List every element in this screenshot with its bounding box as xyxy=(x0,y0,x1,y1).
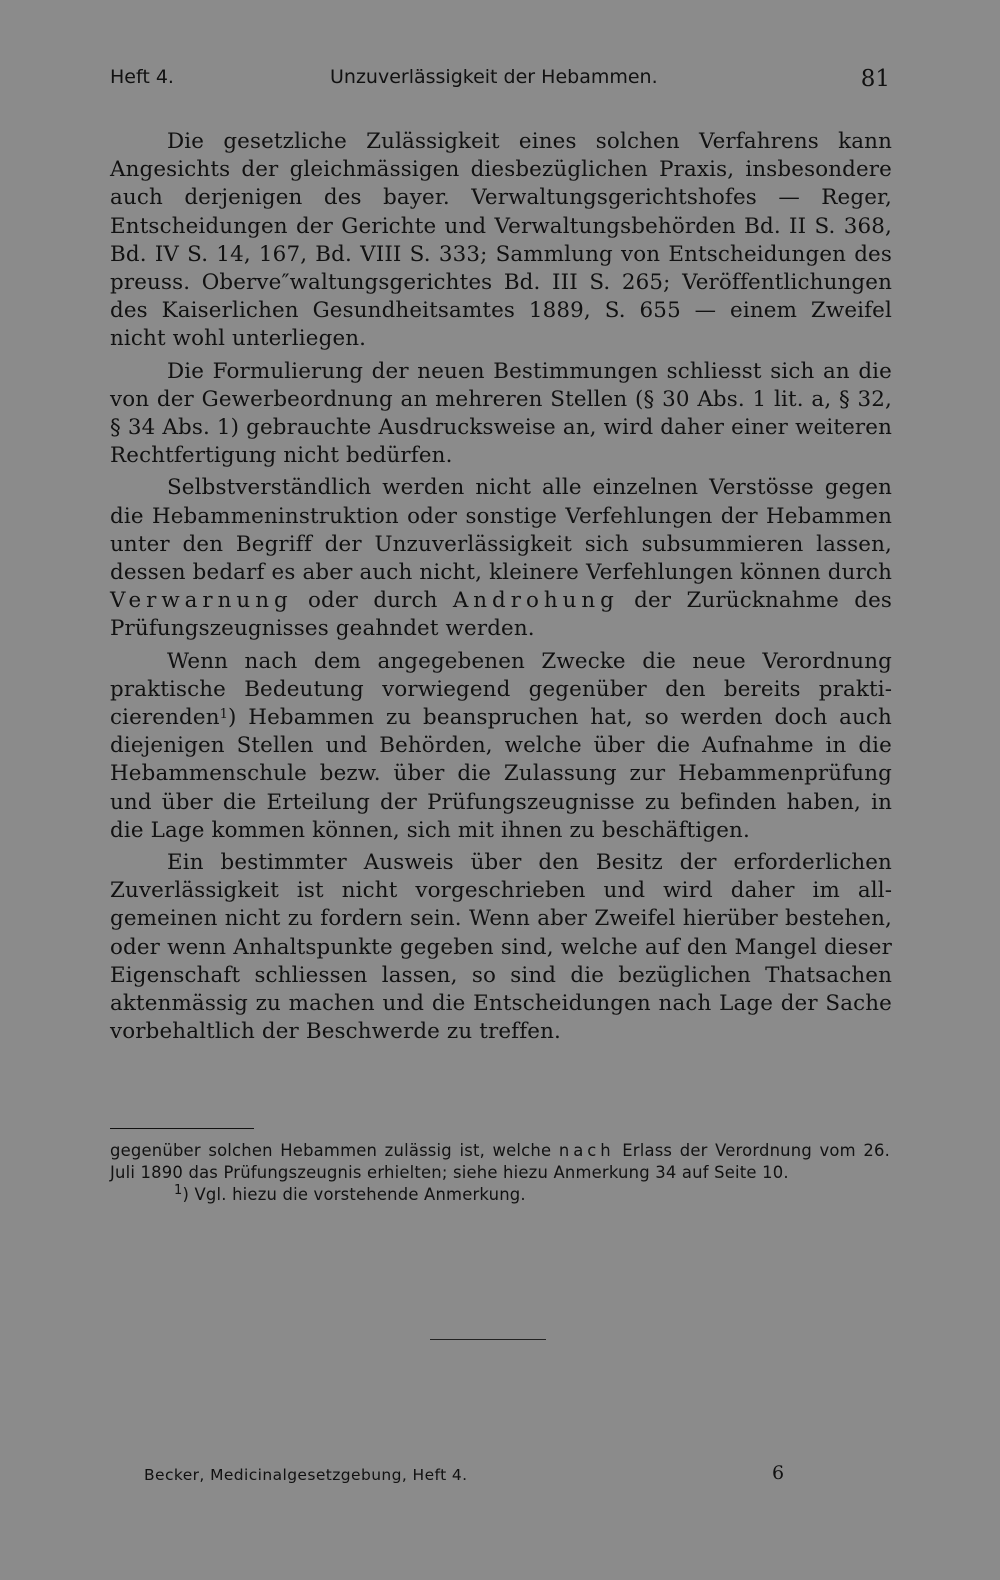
footnote-1-marker: 1 xyxy=(174,1183,183,1198)
header-issue: Heft 4. xyxy=(110,66,174,88)
footnote-1 xyxy=(110,1184,890,1206)
body-text xyxy=(110,128,892,1051)
footnote-1-text: ) Vgl. hiezu die vorstehende Anmerkung. xyxy=(182,1185,526,1204)
paragraph-4-text-b: ) Hebammen zu beanspruchen hat, so werden doch auch diejenigen Stellen und Behörden, welche über die Aufnahme in die Hebammenschule bezw. über die Zulassung zur Hebammenprüfung und über die Erteilung der Prüfungszeugnisse zu befinden haben, in die Lage kommen können, sich mit ihnen zu beschäftigen. xyxy=(110,705,892,843)
footnotes xyxy=(110,1140,890,1206)
footnote-divider xyxy=(110,1128,254,1129)
footnote-continuation-a: gegenüber solchen Hebammen zulässig ist, welche xyxy=(110,1141,559,1160)
section-end-rule xyxy=(430,1339,546,1340)
paragraph-2: Die Formulierung der neuen Bestimmungen schliesst sich an die von der Gewerbeordnung an mehreren Stellen (§ 30 Abs. 1 lit. a, § 32, § 34 Abs. 1) gebrauchte Ausdrucksweise an, wird daher einer weiteren Rechtfertigung nicht bedürfen. xyxy=(110,358,892,469)
paragraph-3-text-e: der Zurücknahme des Prüfungszeugnisses geahndet werden. xyxy=(110,588,893,642)
signature-title: Becker, Medicinalgesetzgebung, Heft 4. xyxy=(144,1466,468,1484)
paragraph-5: Ein bestimmter Ausweis über den Besitz der erforderlichen Zuverlässigkeit ist nicht vorgeschrieben und wird daher im allgemeinen nicht zu fordern sein. Wenn aber Zweifel hierüber bestehen, oder wenn Anhaltspunkte gegeben sind, welche auf den Mangel dieser Eigenschaft schliessen lassen, so sind die bezüglichen Thatsachen aktenmässig zu machen und die Entscheidungen nach Lage der Sache vorbehaltlich der Beschwerde zu treffen. xyxy=(110,850,892,1045)
paragraph-1: Die gesetzliche Zulässigkeit eines solchen Verfahrens kann Angesichts der gleichmässigen diesbezüglichen Praxis, insbesondere auch derjenigen des bayer. Verwaltungsgerichtshofes — Reger, Entscheidungen der Gerichte und Verwaltungsbehörden Bd. II S. 368, Bd. IV S. 14, 167, Bd. VIII S. 333; Sammlung von Entscheidungen des preuss. Oberve″waltungsgerichtes Bd. III S. 265; Veröffentlichungen des Kaiserlichen Gesundheitsamtes 1889, S. 655 — einem Zweifel nicht wohl unterliegen. xyxy=(110,129,892,352)
running-header xyxy=(110,62,890,98)
footnote-continuation-b: Erlass der Verordnung vom 26. Juli 1890 das Prüfungszeugnis erhielten; siehe hiezu Anmerkung 34 auf Seite 10. xyxy=(110,1141,891,1182)
paragraph-4-text-a: Wenn nach dem angegebenen Zwecke die neue Verordnung praktische Bedeutung vorwiegend gegenüber den bereits prakticierenden xyxy=(110,648,892,731)
paragraph-3-text-a: Selbstverständlich werden nicht alle einzelnen Verstösse gegen die Hebammeninstruktion oder sonstige Verfehlungen der Hebammen unter den Begriff der Unzuverlässigkeit sich subsummieren lassen, dessen bedarf es aber auch nicht, kleinere Verfehlungen können durch xyxy=(110,475,892,586)
footnote-continuation xyxy=(110,1140,890,1184)
header-title: Unzuverlässigkeit der Hebammen. xyxy=(330,66,658,88)
emphasis-androhung: Androhung xyxy=(452,588,619,614)
paragraph-4 xyxy=(110,648,892,845)
paragraph-3 xyxy=(110,474,892,643)
footnote-reference: 1 xyxy=(219,707,229,723)
page-number: 81 xyxy=(860,66,890,92)
emphasis-verwarnung: Verwarnung xyxy=(110,588,293,614)
footnote-emphasis-nach: nach xyxy=(558,1141,615,1160)
paragraph-3-text-c: oder durch xyxy=(292,588,453,614)
signature-number: 6 xyxy=(772,1462,785,1484)
